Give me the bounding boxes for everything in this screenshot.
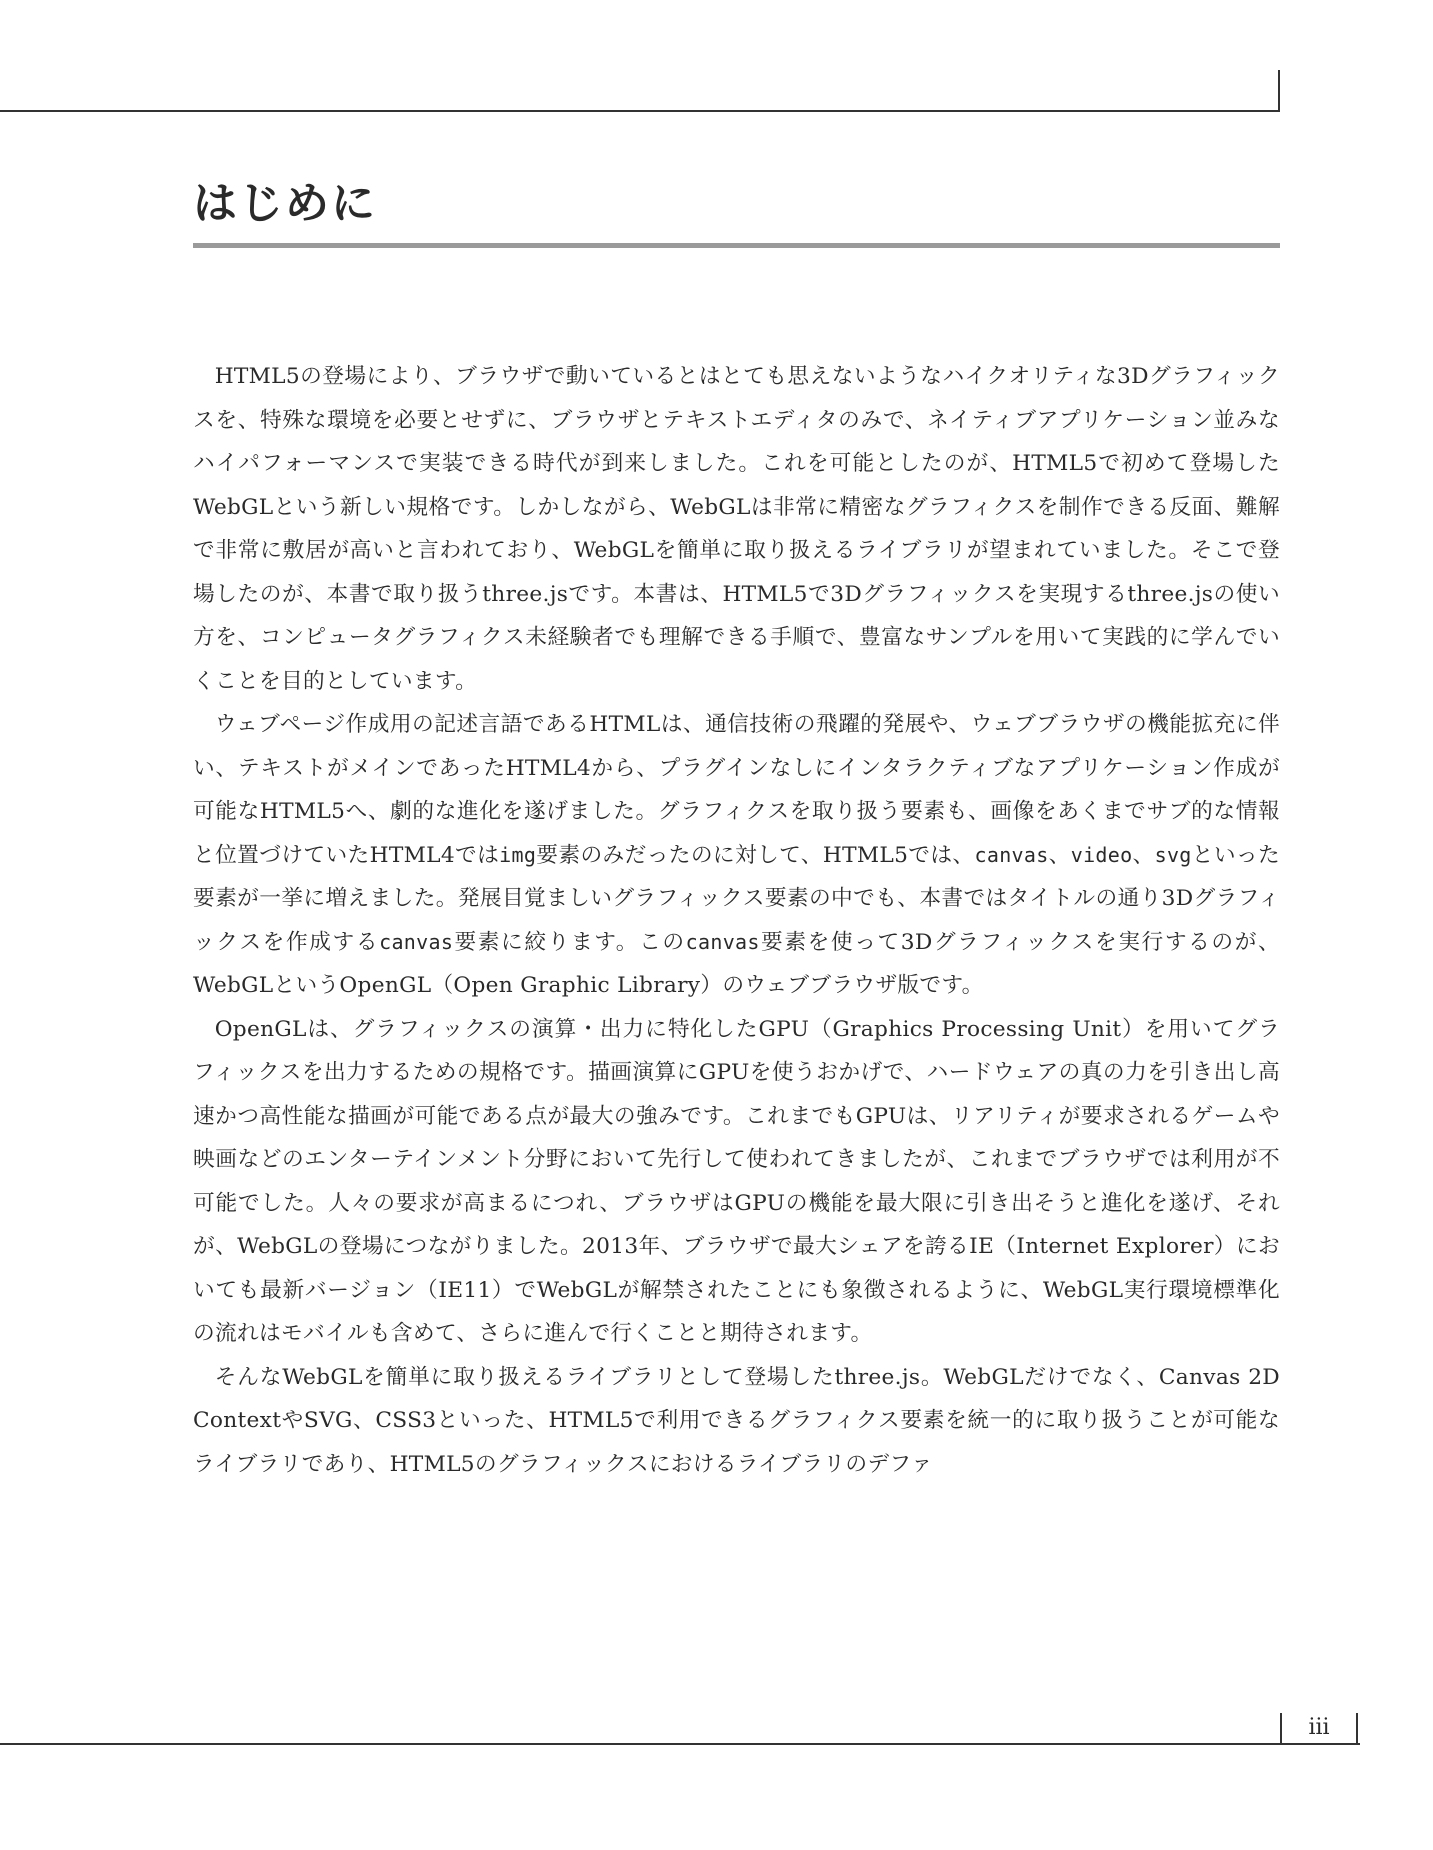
code-canvas: canvas [974, 842, 1049, 867]
paragraph-2-text: 、 [1048, 842, 1071, 868]
paragraph-3 [193, 1008, 1280, 1356]
paragraph-3-text: OpenGLは、グラフィックスの演算・出力に特化したGPU（Graphics Processing Unit）を用いてグラフィックスを出力するための規格です。描画演算にGPUを使うおかげで、ハードウェアの真の力を引き出し高速かつ高性能な描画が可能である点が最大の強みです。これまでもGPUは、リアリティが要求されるゲームや映画などのエンターテインメント分野において先行して使われてきましたが、これまでブラウザでは利用が不可能でした。人々の要求が高まるにつれ、ブラウザはGPUの機能を最大限に引き出そうと進化を遂げ、それが、WebGLの登場につながりました。2013年、ブラウザで最大シェアを誇るIE（Internet Explorer）においても最新バージョン（IE11）でWebGLが解禁されたことにも象徴されるように、WebGL実行環境標準化の流れはモバイルも含めて、さらに進んで行くことと期待されます。 [193, 1016, 1281, 1346]
paragraph-2-text: 要素を使って3Dグラフィックスを実行するのが、WebGLというOpenGL（Open Graphic Library）のウェブブラウザ版です。 [193, 929, 1280, 998]
paragraph-2-text: 要素のみだったのに対して、HTML5では、 [536, 842, 975, 868]
page-number: iii [1308, 1715, 1330, 1740]
code-img: img [499, 842, 537, 867]
paragraph-1-text: HTML5の登場により、ブラウザで動いているとはとても思えないようなハイクオリティな3Dグラフィックスを、特殊な環境を必要とせずに、ブラウザとテキストエディタのみで、ネイティブアプリケーション並みなハイパフォーマンスで実装できる時代が到来しました。これを可能としたのが、HTML5で初めて登場したWebGLという新しい規格です。しかしながら、WebGLは非常に精密なグラフィクスを制作できる反面、難解で非常に敷居が高いと言われており、WebGLを簡単に取り扱えるライブラリが望まれていました。そこで登場したのが、本書で取り扱うthree.jsです。本書は、HTML5で3Dグラフィックスを実現するthree.jsの使い方を、コンピュータグラフィクス未経験者でも理解できる手順で、豊富なサンプルを用いて実践的に学んでいくことを目的としています。 [193, 364, 1280, 694]
paragraph-2-text: 、 [1132, 842, 1155, 868]
code-canvas: canvas [685, 929, 760, 954]
top-rule [0, 110, 1280, 112]
paragraph-2-text: ウェブページ作成用の記述言語であるHTMLは、通信技術の飛躍的発展や、ウェブブラウザの機能拡充に伴い、テキストがメインであったHTML4から、プラグインなしにインタラクティブなアプリケーション作成が可能なHTML5へ、劇的な進化を遂げました。グラフィクスを取り扱う要素も、画像をあくまでサブ的な情報と位置づけていたHTML4では [193, 712, 1280, 868]
page-title: はじめに [193, 178, 377, 229]
paragraph-2-text: 要素に絞ります。この [453, 929, 686, 955]
paragraph-4 [193, 1356, 1280, 1487]
paragraph-2 [193, 703, 1280, 1008]
code-video: video [1070, 842, 1133, 867]
title-underline [193, 243, 1280, 248]
bottom-rule [0, 1743, 1360, 1745]
code-canvas: canvas [379, 929, 454, 954]
top-corner-tick [1278, 70, 1280, 112]
paragraph-2-text: といった要素が一挙に増えました。発展目覚ましいグラフィックス要素の中でも、本書ではタイトルの通り3Dグラフィックスを作成する [193, 842, 1280, 955]
code-svg: svg [1154, 842, 1192, 867]
body-text [193, 355, 1280, 1486]
paragraph-1 [193, 355, 1280, 703]
paragraph-4-text: そんなWebGLを簡単に取り扱えるライブラリとして登場したthree.js。WebGLだけでなく、Canvas 2D ContextやSVG、CSS3といった、HTML5で利用できるグラフィクス要素を統一的に取り扱うことが可能なライブラリであり、HTML5のグラフィックスにおけるライブラリのデファ [193, 1364, 1280, 1477]
